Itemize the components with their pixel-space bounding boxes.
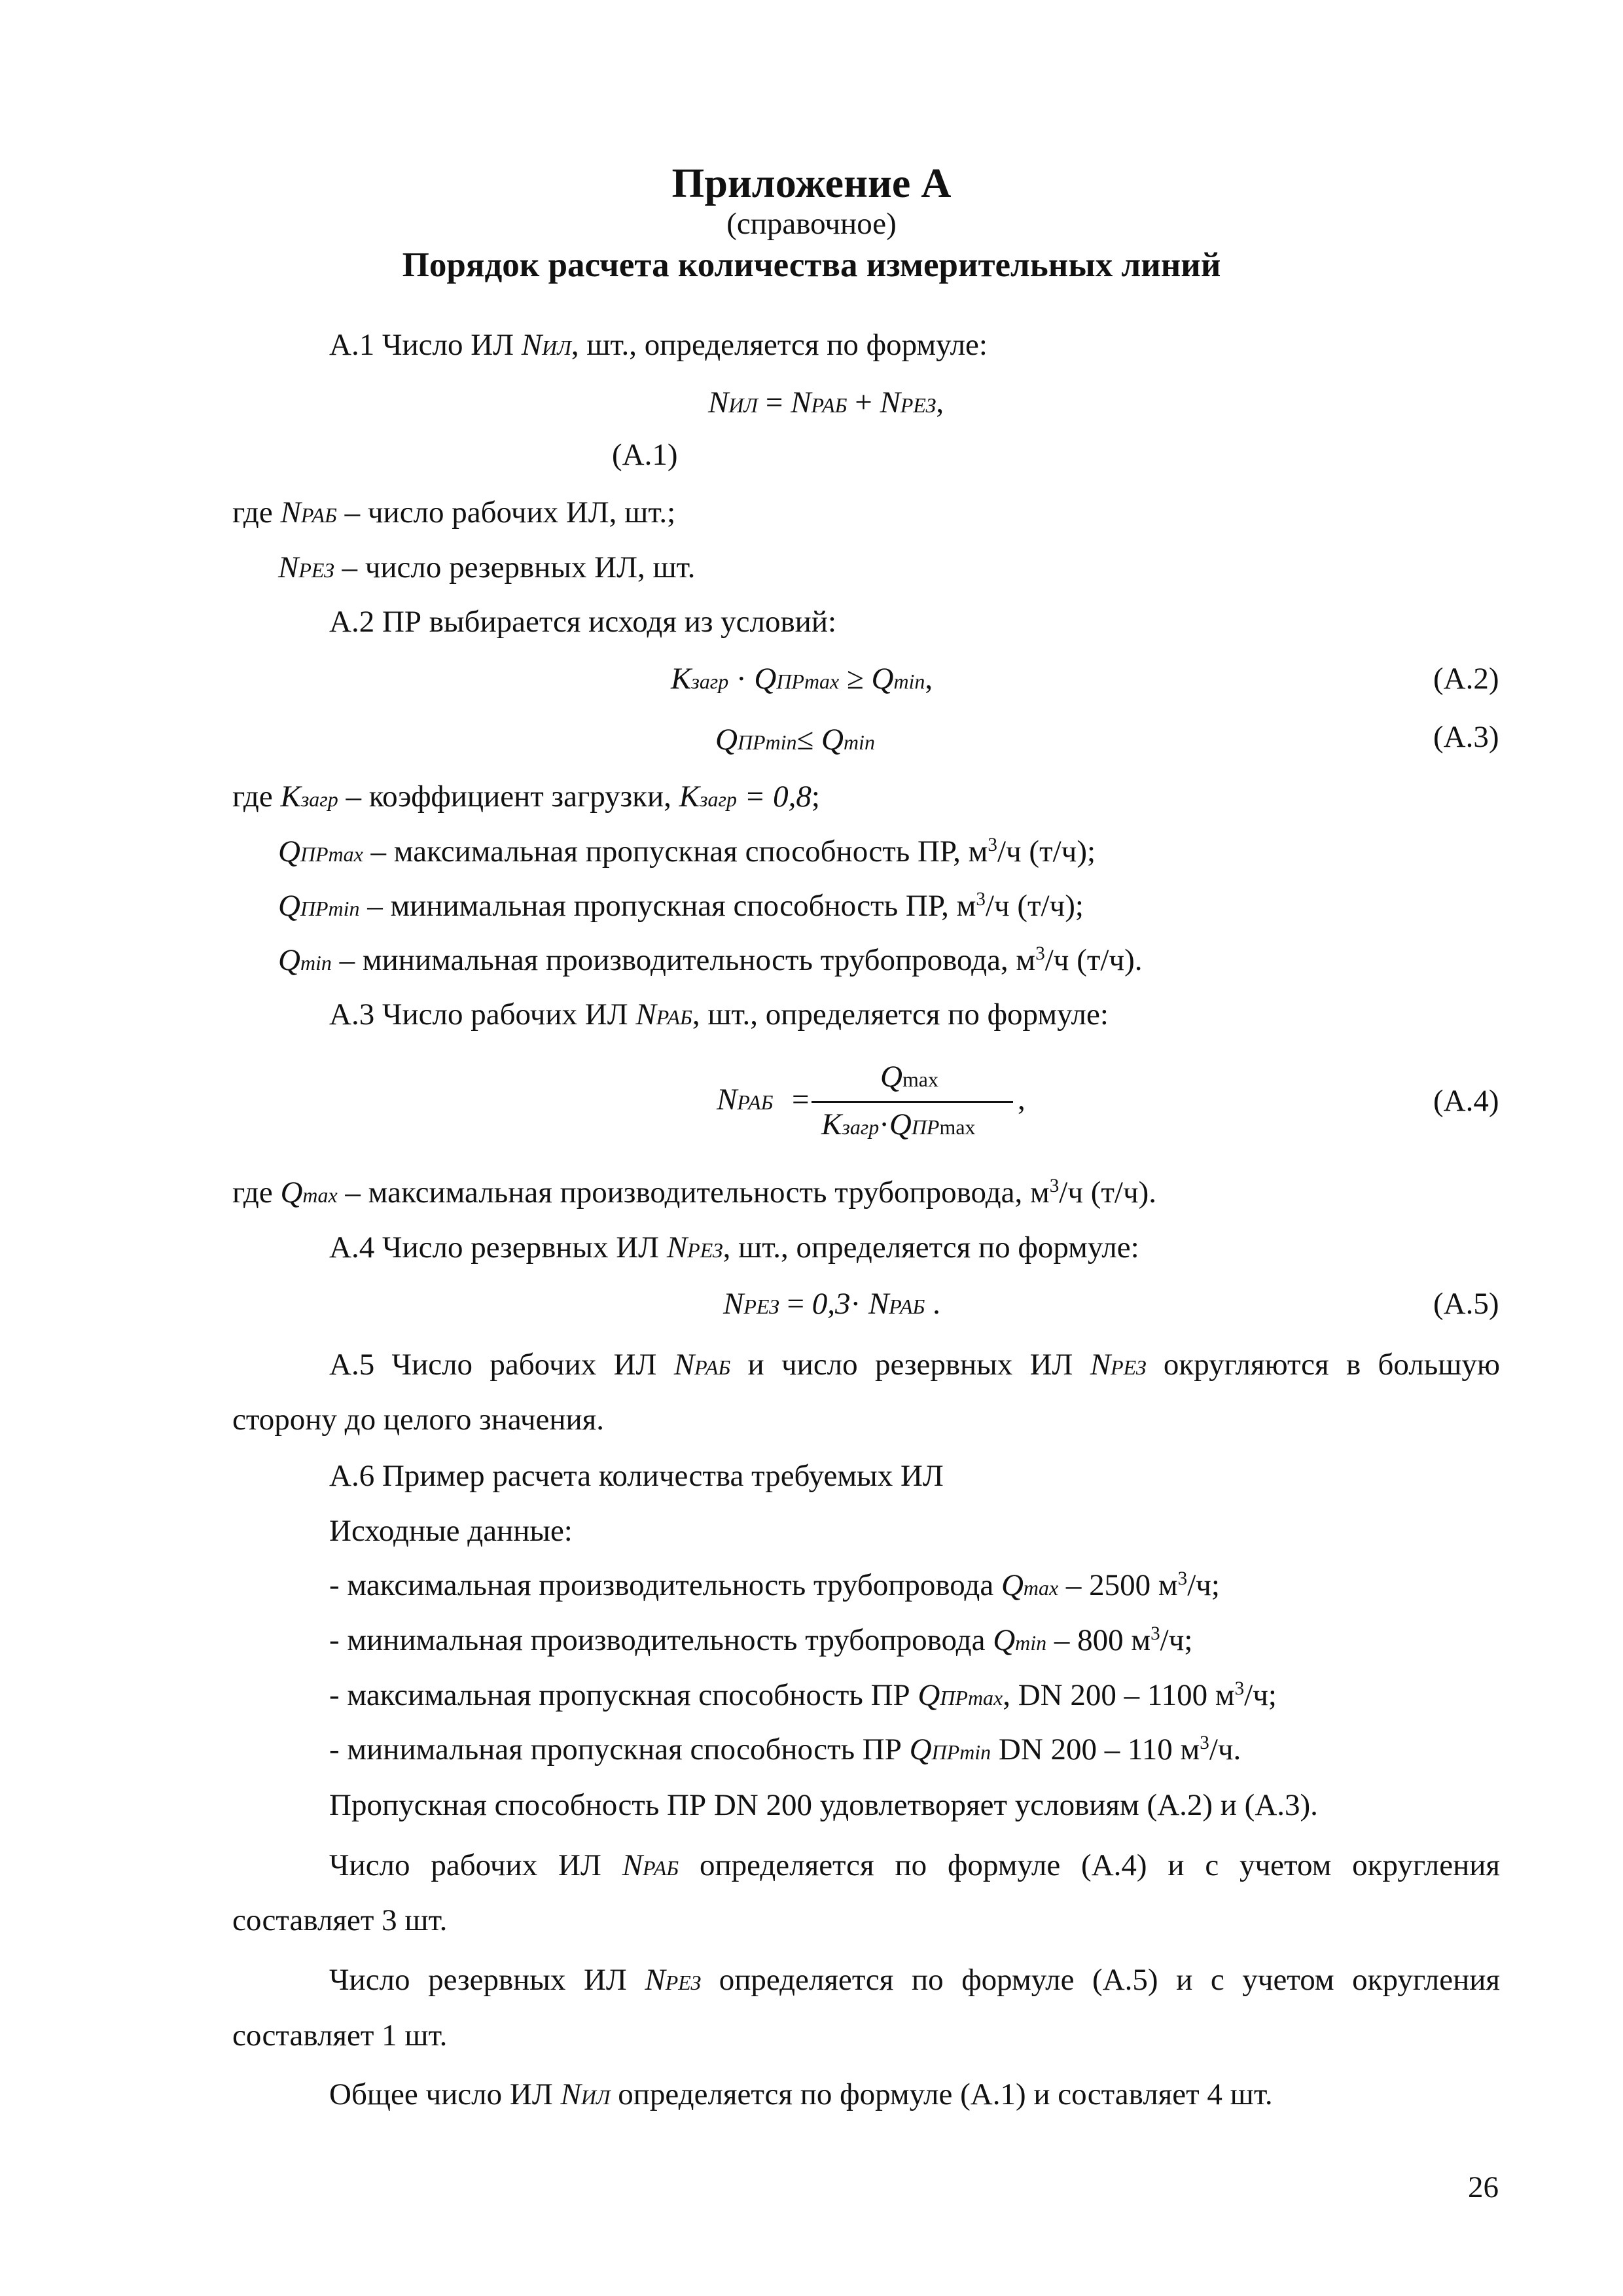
where-a3: где Qmax – максимальная производительность трубопровода, $м^3/ч$ (т/ч).: [232, 1175, 1157, 1210]
paragraph-a5-line1: А.5 Число рабочих ИЛ NРАБ и число резервных ИЛ NРЕЗ округляются в большую: [329, 1348, 1500, 1382]
where-a1-line2: NРЕЗ – число резервных ИЛ, шт.: [278, 550, 696, 584]
formula-a3-number: (А.3): [1433, 720, 1499, 754]
page-subtitle: (справочное): [726, 207, 897, 241]
fraction-bar: [812, 1101, 1013, 1103]
where-a1-line1: где NРАБ – число рабочих ИЛ, шт.;: [232, 495, 676, 529]
formula-a5-number: (А.5): [1433, 1287, 1499, 1321]
paragraph-a3: А.3 Число рабочих ИЛ NРАБ, шт., определяется по формуле:: [329, 997, 1109, 1031]
paragraph-a1: А.1 Число ИЛ NИЛ, шт., определяется по формуле:: [329, 328, 988, 362]
formula-a4-comma: ,: [1018, 1083, 1026, 1117]
formula-a3: QПРmin≤ Qmin: [715, 723, 875, 757]
paragraph-total-lines: Общее число ИЛ NИЛ определяется по формуле (А.1) и составляет 4 шт.: [329, 2077, 1273, 2111]
formula-a4-numerator: Qmax: [880, 1060, 938, 1094]
formula-a1: NИЛ = NРАБ + NРЕЗ,: [708, 386, 944, 420]
section-heading: Порядок расчета количества измерительных линий: [402, 246, 1221, 284]
formula-a2-number: (А.2): [1433, 662, 1499, 696]
paragraph-reserve-lines-line2: составляет 1 шт.: [232, 2018, 448, 2053]
paragraph-a6-title: А.6 Пример расчета количества требуемых ИЛ: [329, 1459, 944, 1493]
list-item: - минимальная пропускная способность ПР QПРmin DN 200 – 110 $м^3/ч$.: [329, 1732, 1241, 1767]
formula-a2: Kзагр · QПРmax ≥ Qmin,: [671, 662, 933, 696]
where-a2-line1: где Kзагр – коэффициент загрузки, Kзагр = 0,8;: [232, 780, 820, 814]
paragraph-a4: А.4 Число резервных ИЛ NРЕЗ, шт., определяется по формуле:: [329, 1230, 1139, 1265]
formula-a4-equals: =: [792, 1083, 810, 1117]
list-item: - максимальная пропускная способность ПР QПРmax, DN 200 – 1100 $м^3/ч$;: [329, 1677, 1277, 1712]
page-number: 26: [1468, 2170, 1499, 2204]
formula-a4-denominator: Kзагр·QПРmax: [821, 1107, 976, 1141]
formula-a1-number: (А.1): [612, 438, 678, 472]
where-a2-line4: Qmin – минимальная производительность трубопровода, $м^3/ч$ (т/ч).: [278, 942, 1143, 977]
source-data-label: Исходные данные:: [329, 1514, 573, 1548]
formula-a5: NРЕЗ = 0,3· NРАБ .: [723, 1287, 940, 1321]
list-item: - минимальная производительность трубопровода Qmin – 800 $м^3/ч$;: [329, 1623, 1193, 1657]
paragraph-reserve-lines: Число резервных ИЛ NРЕЗ определяется по формуле (А.5) и с учетом округления: [329, 1963, 1500, 1997]
conclusion-paragraph: Пропускная способность ПР DN 200 удовлетворяет условиям (А.2) и (А.3).: [329, 1788, 1318, 1822]
paragraph-a2: А.2 ПР выбирается исходя из условий:: [329, 605, 837, 639]
formula-a4-lhs: NРАБ: [717, 1083, 774, 1117]
where-a2-line2: QПРmax – максимальная пропускная способность ПР, $м^3/ч$ (т/ч);: [278, 834, 1096, 869]
formula-a4-number: (А.4): [1433, 1084, 1499, 1118]
paragraph-working-lines-line2: составляет 3 шт.: [232, 1903, 448, 1937]
page-title: Приложение А: [671, 160, 952, 206]
paragraph-working-lines: Число рабочих ИЛ NРАБ определяется по формуле (А.4) и с учетом округления: [329, 1848, 1500, 1882]
paragraph-a5-line2: сторону до целого значения.: [232, 1403, 605, 1437]
where-a2-line3: QПРmin – минимальная пропускная способность ПР, $м^3/ч$ (т/ч);: [278, 888, 1084, 923]
list-item: - максимальная производительность трубопровода Qmax – 2500 $м^3/ч$;: [329, 1568, 1220, 1602]
